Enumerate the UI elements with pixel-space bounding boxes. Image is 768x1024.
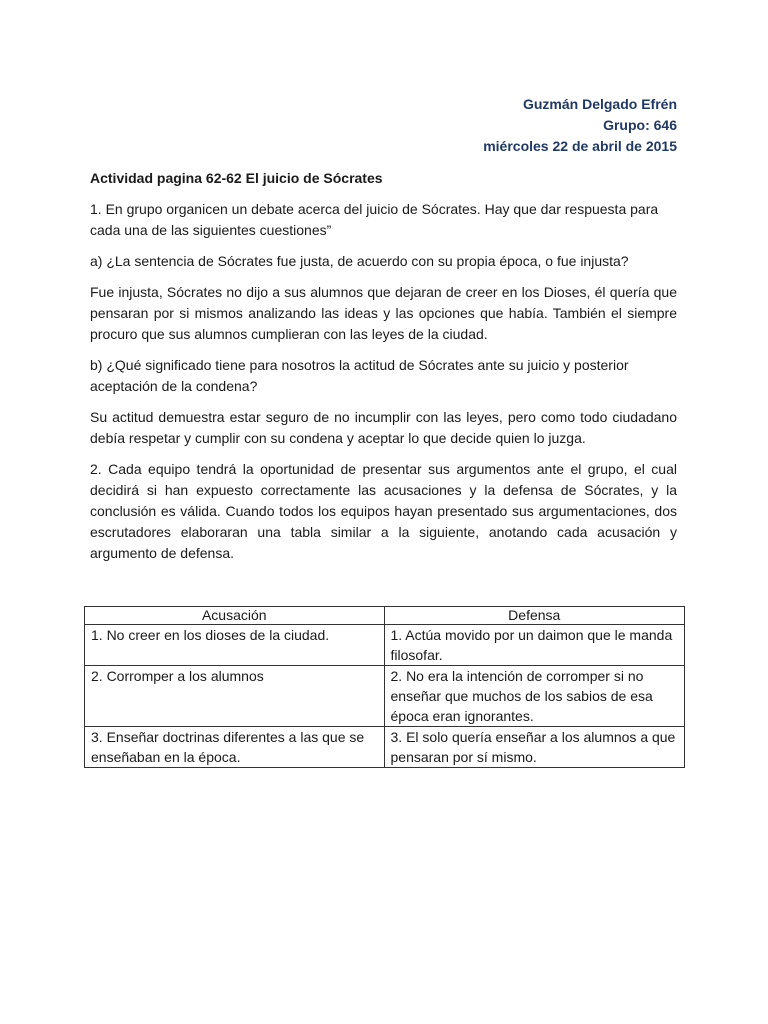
column-header-accusation: Acusación [85, 607, 385, 625]
table-cell-defense: 3. El solo quería enseñar a los alumnos a que pensaran por sí mismo. [384, 727, 685, 768]
table-row [85, 727, 685, 768]
question-2: 2. Cada equipo tendrá la oportunidad de presentar sus argumentos ante el grupo, el cual decidirá si han expuesto correctamente las acusaciones y la defensa de Sócrates, y la conclusión es válida. Cuando todos los equipos hayan presentado sus argumentaciones, dos escrutadores elaboraran una tabla similar a la siguiente, anotando cada acusación y argumento de defensa. [90, 461, 677, 561]
table-cell-accusation: 3. Enseñar doctrinas diferentes a las que se enseñaban en la época. [85, 727, 385, 768]
table-cell-accusation: 1. No creer en los dioses de la ciudad. [85, 625, 385, 666]
table-row [85, 666, 685, 727]
answer-a: Fue injusta, Sócrates no dijo a sus alumnos que dejaran de creer en los Dioses, él quería que pensaran por si mismos analizando las ideas y las opciones que había. También el siempre procuro que sus alumnos cumplieran con las leyes de la ciudad. [90, 284, 677, 342]
question-b: b) ¿Qué significado tiene para nosotros la actitud de Sócrates ante su juicio y posterior aceptación de la condena? [90, 357, 629, 394]
group-number: Grupo: 646 [603, 117, 677, 133]
answer-b: Su actitud demuestra estar seguro de no incumplir con las leyes, pero como todo ciudadano debía respetar y cumplir con su condena y aceptar lo que decide quien lo juzga. [90, 409, 677, 446]
question-1: 1. En grupo organicen un debate acerca del juicio de Sócrates. Hay que dar respuesta para cada una de las siguientes cuestiones” [90, 201, 659, 238]
question-a: a) ¿La sentencia de Sócrates fue justa, de acuerdo con su propia época, o fue injusta? [90, 253, 629, 269]
table-header-row [85, 607, 685, 625]
table-cell-defense: 2. No era la intención de corromper si no enseñar que muchos de los sabios de esa época eran ignorantes. [384, 666, 685, 727]
date-line: miércoles 22 de abril de 2015 [483, 138, 677, 154]
activity-title: Actividad pagina 62-62 El juicio de Sócrates [90, 170, 383, 186]
table-row [85, 625, 685, 666]
author-name: Guzmán Delgado Efrén [522, 96, 677, 112]
accusation-defense-table [84, 606, 685, 768]
author-header [483, 94, 677, 157]
column-header-defense: Defensa [384, 607, 685, 625]
table-cell-defense: 1. Actúa movido por un daimon que le manda filosofar. [384, 625, 685, 666]
table-cell-accusation: 2. Corromper a los alumnos [85, 666, 385, 727]
document-body [90, 168, 677, 574]
